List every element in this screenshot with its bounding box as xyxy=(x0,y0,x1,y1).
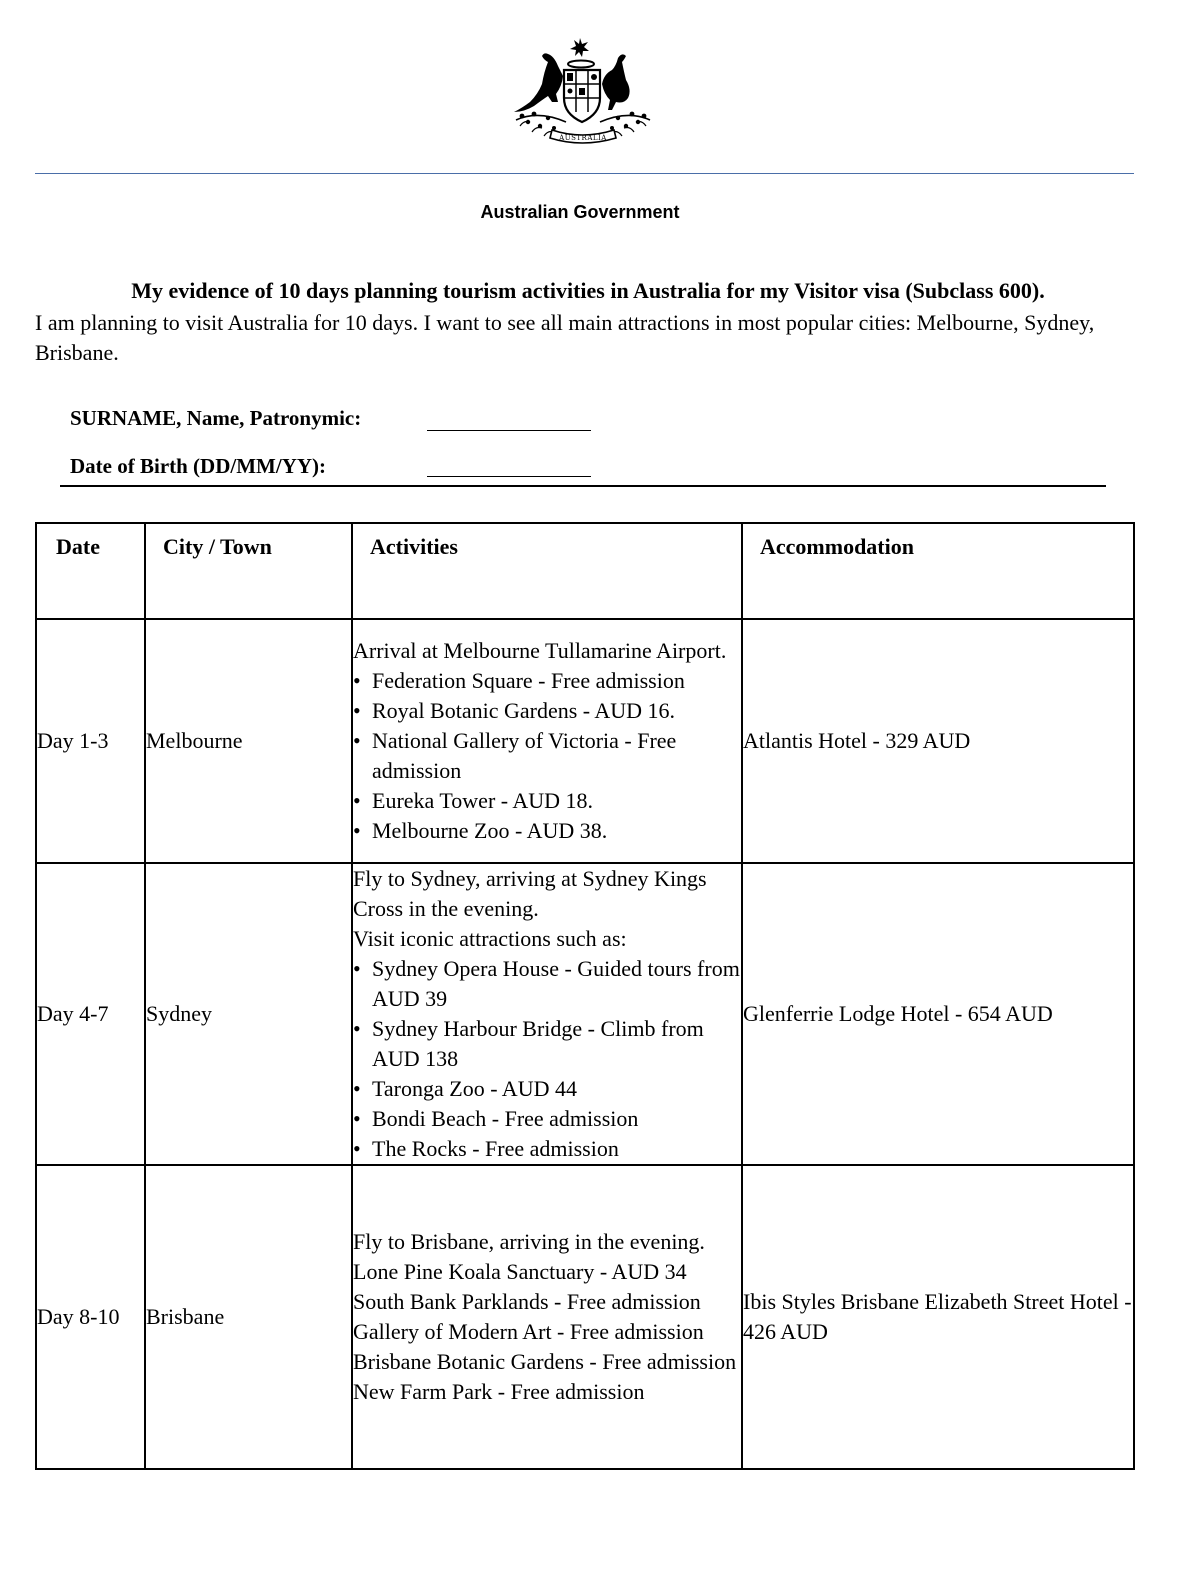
svg-text:AUSTRALIA: AUSTRALIA xyxy=(559,134,607,142)
city-cell: Brisbane xyxy=(145,1165,352,1469)
surname-field[interactable] xyxy=(427,430,591,431)
table-row xyxy=(36,863,1134,1165)
activity-list xyxy=(353,666,741,846)
surname-label: SURNAME, Name, Patronymic: xyxy=(70,406,362,430)
activity-item: • Melbourne Zoo - AUD 38. xyxy=(353,816,741,846)
activity-item: • Sydney Opera House - Guided tours from AUD 39 xyxy=(353,954,741,1014)
column-header-date: Date xyxy=(36,523,145,619)
date-cell: Day 8-10 xyxy=(36,1165,145,1469)
activity-item: • Federation Square - Free admission xyxy=(353,666,741,696)
activity-text: Arrival at Melbourne Tullamarine Airport. xyxy=(353,638,727,663)
activity-item: • Royal Botanic Gardens - AUD 16. xyxy=(353,696,741,726)
activity-text: Brisbane Botanic Gardens - Free admission xyxy=(353,1349,737,1374)
city-cell: Sydney xyxy=(145,863,352,1165)
table-row xyxy=(36,1165,1134,1469)
column-header-activities: Activities xyxy=(352,523,742,619)
itinerary-table xyxy=(35,522,1135,1470)
coat-of-arms-emblem xyxy=(508,36,658,152)
activity-text: Gallery of Modern Art - Free admission xyxy=(353,1319,704,1344)
document-title: My evidence of 10 days planning tourism activities in Australia for my Visitor visa (Subclass 600). xyxy=(131,278,1045,303)
city-cell: Melbourne xyxy=(145,619,352,863)
column-header-city: City / Town xyxy=(145,523,352,619)
activity-item: • Bondi Beach - Free admission xyxy=(353,1104,741,1134)
column-header-accommodation: Accommodation xyxy=(742,523,1134,619)
date-cell: Day 1-3 xyxy=(36,619,145,863)
activity-text: New Farm Park - Free admission xyxy=(353,1379,645,1404)
government-name: Australian Government xyxy=(480,202,680,222)
activity-text: Fly to Brisbane, arriving in the evening. xyxy=(353,1229,705,1254)
activity-item: • National Gallery of Victoria - Free admission xyxy=(353,726,741,786)
table-row xyxy=(36,619,1134,863)
table-header-row xyxy=(36,523,1134,619)
activity-text: Fly to Sydney, arriving at Sydney Kings Cross in the evening. xyxy=(353,866,707,921)
activity-item: • Eureka Tower - AUD 18. xyxy=(353,786,741,816)
header-divider xyxy=(35,173,1134,174)
activity-text: Lone Pine Koala Sanctuary - AUD 34 xyxy=(353,1259,687,1284)
activities-cell xyxy=(352,619,742,863)
accommodation-cell: Atlantis Hotel - 329 AUD xyxy=(742,619,1134,863)
accommodation-cell: Glenferrie Lodge Hotel - 654 AUD xyxy=(742,863,1134,1165)
activities-cell xyxy=(352,863,742,1165)
activity-item: • The Rocks - Free admission xyxy=(353,1134,741,1164)
activity-list xyxy=(353,954,741,1164)
activities-cell xyxy=(352,1165,742,1469)
date-cell: Day 4-7 xyxy=(36,863,145,1165)
form-divider xyxy=(60,485,1106,487)
activity-text: South Bank Parklands - Free admission xyxy=(353,1289,701,1314)
activity-item: • Sydney Harbour Bridge - Climb from AUD 138 xyxy=(353,1014,741,1074)
activity-text: Visit iconic attractions such as: xyxy=(353,926,627,951)
date-of-birth-field[interactable] xyxy=(427,476,591,477)
date-of-birth-label: Date of Birth (DD/MM/YY): xyxy=(70,454,327,478)
intro-paragraph: I am planning to visit Australia for 10 days. I want to see all main attractions in most popular cities: Melbourne, Sydney, Brisbane. xyxy=(35,310,1095,365)
accommodation-cell: Ibis Styles Brisbane Elizabeth Street Hotel - 426 AUD xyxy=(742,1165,1134,1469)
activity-item: • Taronga Zoo - AUD 44 xyxy=(353,1074,741,1104)
